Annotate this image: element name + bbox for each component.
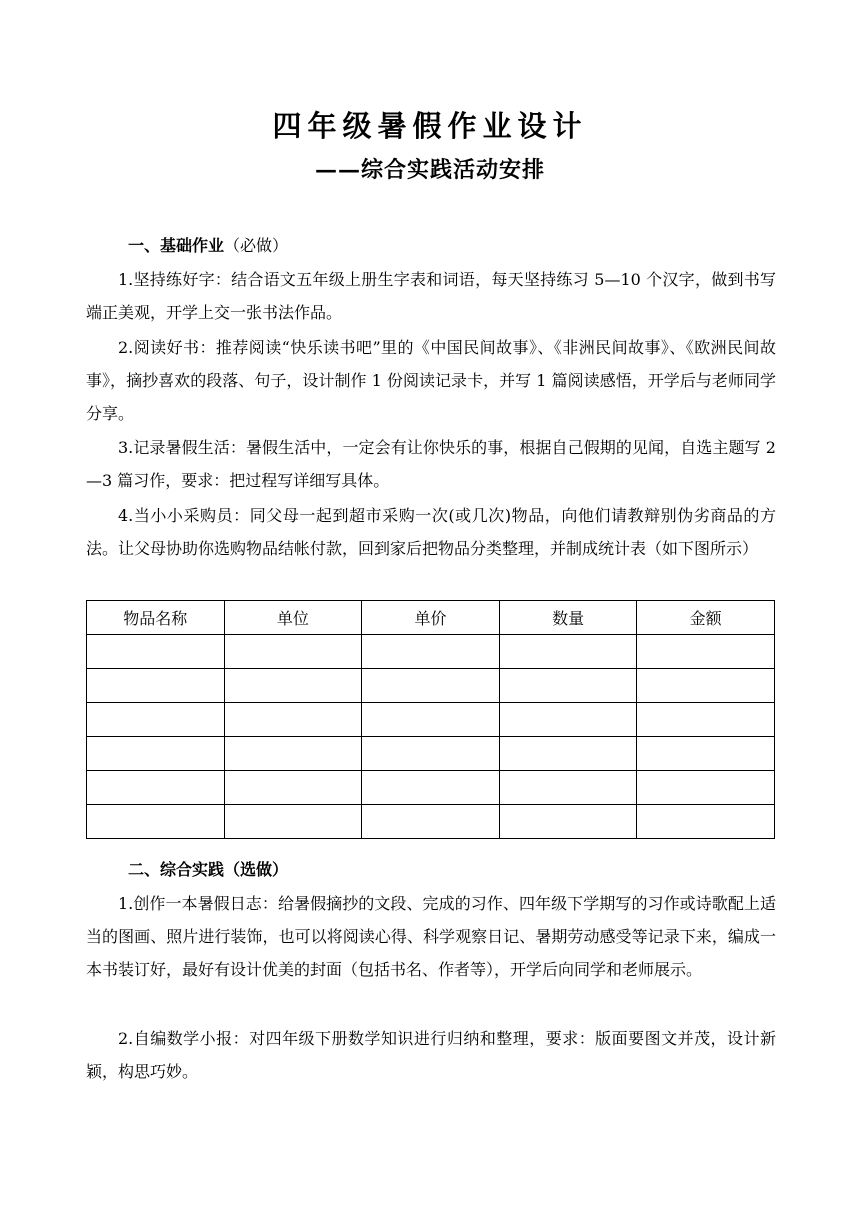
table-cell [224, 703, 362, 737]
table-cell [499, 737, 637, 771]
table-cell [499, 669, 637, 703]
section-2-heading [128, 858, 288, 882]
column-header-quantity: 数量 [499, 601, 637, 635]
table-cell [87, 737, 225, 771]
table-cell [87, 771, 225, 805]
table-header-row [87, 601, 775, 635]
section-2-item-2: 2.自编数学小报：对四年级下册数学知识进行归纳和整理，要求：版面要图文并茂，设计新颖，构思巧妙。 [86, 1029, 776, 1081]
table-cell [87, 635, 225, 669]
table-row [87, 771, 775, 805]
table-row [87, 635, 775, 669]
column-header-unit-price: 单价 [362, 601, 500, 635]
section-1-heading-note: （必做） [224, 236, 289, 255]
table-cell [637, 805, 775, 839]
table-cell [362, 771, 500, 805]
section-2-item-1: 1.创作一本暑假日志：给暑假摘抄的文段、完成的习作、四年级下学期写的习作或诗歌配上适当的图画、照片进行装饰，也可以将阅读心得、科学观察日记、暑期劳动感受等记录下来，编成一本书装订好，最好有设计优美的封面（包括书名、作者等），开学后向同学和老师展示。 [86, 894, 776, 979]
section-1-item-4: 4.当小小采购员：同父母一起到超市采购一次(或几次)物品，向他们请教辩别伪劣商品的方法。让父母协助你选购物品结帐付款，回到家后把物品分类整理，并制成统计表（如下图所示） [86, 506, 776, 558]
section-2-heading-title: 二、综合实践（选做） [128, 860, 289, 879]
table-cell [499, 771, 637, 805]
table-cell [362, 805, 500, 839]
table-cell [499, 635, 637, 669]
table-cell [224, 669, 362, 703]
table-row [87, 737, 775, 771]
column-header-unit: 单位 [224, 601, 362, 635]
document-title: 四年级暑假作业设计 [272, 109, 588, 143]
table-cell [87, 669, 225, 703]
table-cell [362, 703, 500, 737]
table-cell [87, 703, 225, 737]
document-subtitle: ——综合实践活动安排 [314, 157, 545, 183]
table-cell [362, 737, 500, 771]
table-cell [87, 805, 225, 839]
table-cell [637, 703, 775, 737]
table-row [87, 669, 775, 703]
section-1-item-3: 3.记录暑假生活：暑假生活中，一定会有让你快乐的事，根据自己假期的见闻，自选主题写 2—3 篇习作，要求：把过程写详细写具体。 [86, 438, 776, 490]
section-1-heading-title: 一、基础作业 [128, 236, 225, 255]
table-cell [362, 635, 500, 669]
section-1-heading [128, 234, 288, 258]
table-row [87, 703, 775, 737]
section-1-item-2: 2.阅读好书：推荐阅读“快乐读书吧”里的《中国民间故事》、《非洲民间故事》、《欧洲民间故事》，摘抄喜欢的段落、句子，设计制作 1 份阅读记录卡，并写 1 篇阅读感悟，开学后与老师同学分享。 [86, 338, 776, 423]
table-cell [224, 635, 362, 669]
table-cell [224, 737, 362, 771]
table-cell [224, 771, 362, 805]
column-header-amount: 金额 [637, 601, 775, 635]
table-row [87, 805, 775, 839]
table-cell [224, 805, 362, 839]
section-1-item-1: 1.坚持练好字：结合语文五年级上册生字表和词语，每天坚持练习 5—10 个汉字，做到书写端正美观，开学上交一张书法作品。 [86, 270, 776, 322]
table-cell [637, 771, 775, 805]
table-cell [637, 635, 775, 669]
table-cell [499, 703, 637, 737]
table-cell [637, 669, 775, 703]
table-cell [637, 737, 775, 771]
column-header-item-name: 物品名称 [87, 601, 225, 635]
purchase-statistics-table [86, 600, 775, 839]
table-cell [499, 805, 637, 839]
table-cell [362, 669, 500, 703]
